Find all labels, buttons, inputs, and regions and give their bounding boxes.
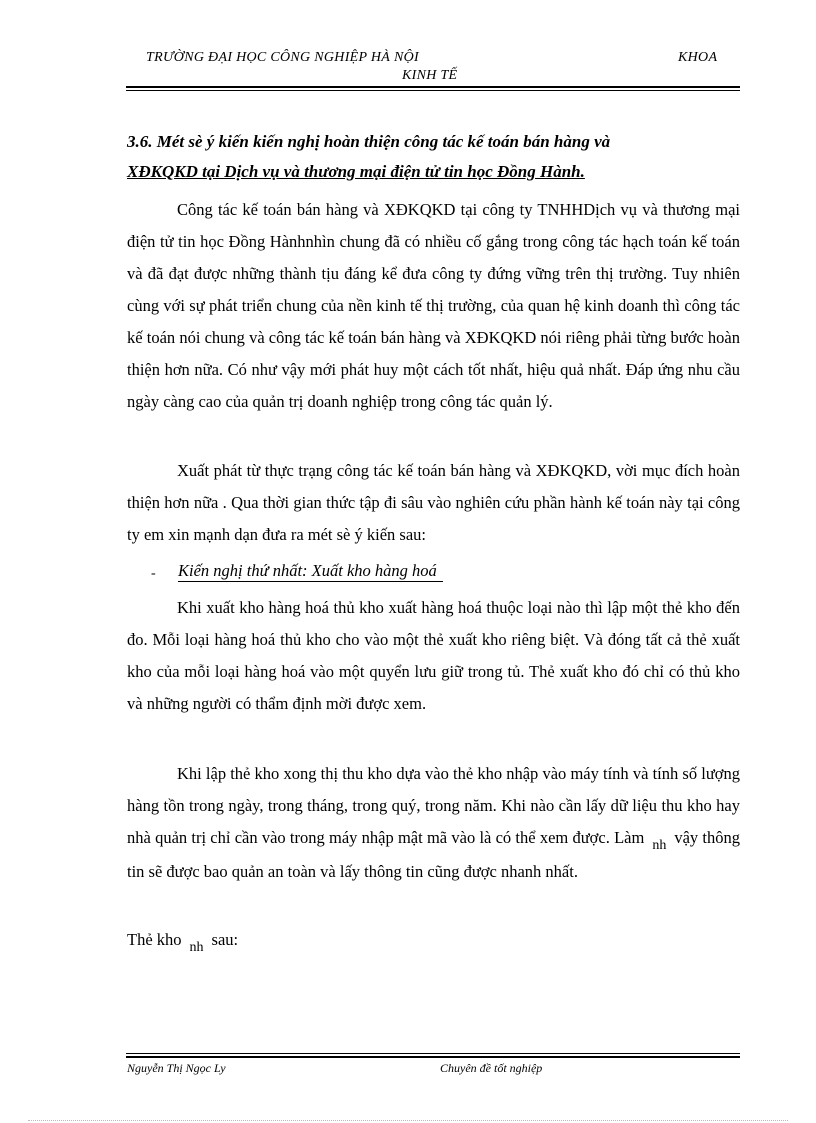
paragraph-3-text: Khi xuất kho hàng hoá thủ kho xuất hàng hoá thuộc loại nào thì lập một thẻ kho đến đo. Mỗi loại hàng hoá thủ kho cho vào một thẻ xuất kho riêng biệt. Và đóng tất cả thẻ xuất kho của mỗi loại hàng hoá vào một quyển lưu giữ trong tủ. Thẻ xuất kho đó chỉ có thủ kho và những người có thẩm định mời được xem.: [127, 598, 740, 713]
paragraph-1-text: Công tác kế toán bán hàng và XĐKQKD tại công ty TNHHDịch vụ và thương mại điện tử tin học Đồng Hànhnhìn chung đã có nhiều cố gắng trong công tác hạch toán kế toán và đã đạt được những thành tịu đáng kể đưa công ty đứng vững trên thị trường. Tuy nhiên cùng với sự phát triển chung của nền kinh tế thị trường, của quan hệ kinh doanh thì công tác kế toán nói chung và công tác kế toán bán hàng và XĐKQKD nói riêng phải từng bước hoàn thiện hơn nữa. Có như vậy mới phát huy một cách tốt nhất, hiệu quả nhất. Đáp ứng nhu cầu ngày càng cao của quản trị doanh nghiệp trong công tác quản lý.: [127, 200, 740, 411]
page-bottom-dotted-line: [28, 1120, 788, 1121]
paragraph-2-text: Xuất phát từ thực trạng công tác kế toán bán hàng và XĐKQKD, vời mục đích hoàn thiện hơn nữa . Qua thời gian thức tập đi sâu vào nghiên cứu phần hành kế toán này tại công ty em xin mạnh dạn đưa ra mét sè ý kiến sau:: [127, 461, 740, 544]
paragraph-3: [127, 592, 740, 720]
section-heading-line-1: 3.6. Mét sè ý kiến kiến nghị hoàn thiện công tác kế toán bán hàng và: [127, 132, 611, 151]
paragraph-2: [127, 455, 740, 551]
footer-author: Nguyễn Thị Ngọc Ly: [127, 1061, 226, 1075]
paragraph-5: [127, 924, 740, 958]
paragraph-4-text-a: Khi lập thẻ kho xong thị thu kho dựa vào thẻ kho nhập vào máy tính và tính số lượng hàng tồn trong ngày, trong tháng, trong quý, trong năm. Khi nào cần lấy dữ liệu thu kho hay nhà quản trị chỉ cần vào trong máy nhập mật mã vào là có thể xem được. Làm: [127, 764, 740, 847]
paragraph-5-text-a: Thẻ kho: [127, 930, 182, 949]
recommendation-1-heading: Kiến nghị thứ nhất: Xuất kho hàng hoá: [178, 561, 443, 582]
bullet-dash: -: [151, 566, 156, 581]
paragraph-5-text-b: sau:: [211, 930, 239, 949]
header-department: KINH TẾ: [402, 68, 458, 83]
header-faculty: KHOA: [678, 50, 718, 65]
footer-rule-thin: [126, 1053, 740, 1054]
section-heading-line-2: XĐKQKD tại Dịch vụ và thương mại điện tử tin học Đồng Hành.: [127, 162, 585, 181]
paragraph-5-nh: nh: [189, 940, 204, 955]
header-rule-thin: [126, 90, 740, 91]
paragraph-1: [127, 194, 740, 418]
paragraph-4-nh: nh: [652, 838, 667, 853]
section-heading: [127, 127, 741, 187]
footer-title: Chuyên đề tốt nghiệp: [440, 1061, 543, 1075]
paragraph-4: [127, 758, 740, 888]
header-rule-thick: [126, 86, 740, 88]
paragraph-4-text-b: vậy thông tin sẽ được bao quản an toàn và lấy thông tin cũng được nhanh nhất.: [127, 828, 740, 881]
footer-rule-thick: [126, 1056, 740, 1058]
header-university: TRƯỜNG ĐẠI HỌC CÔNG NGHIỆP HÀ NỘI: [146, 50, 419, 65]
